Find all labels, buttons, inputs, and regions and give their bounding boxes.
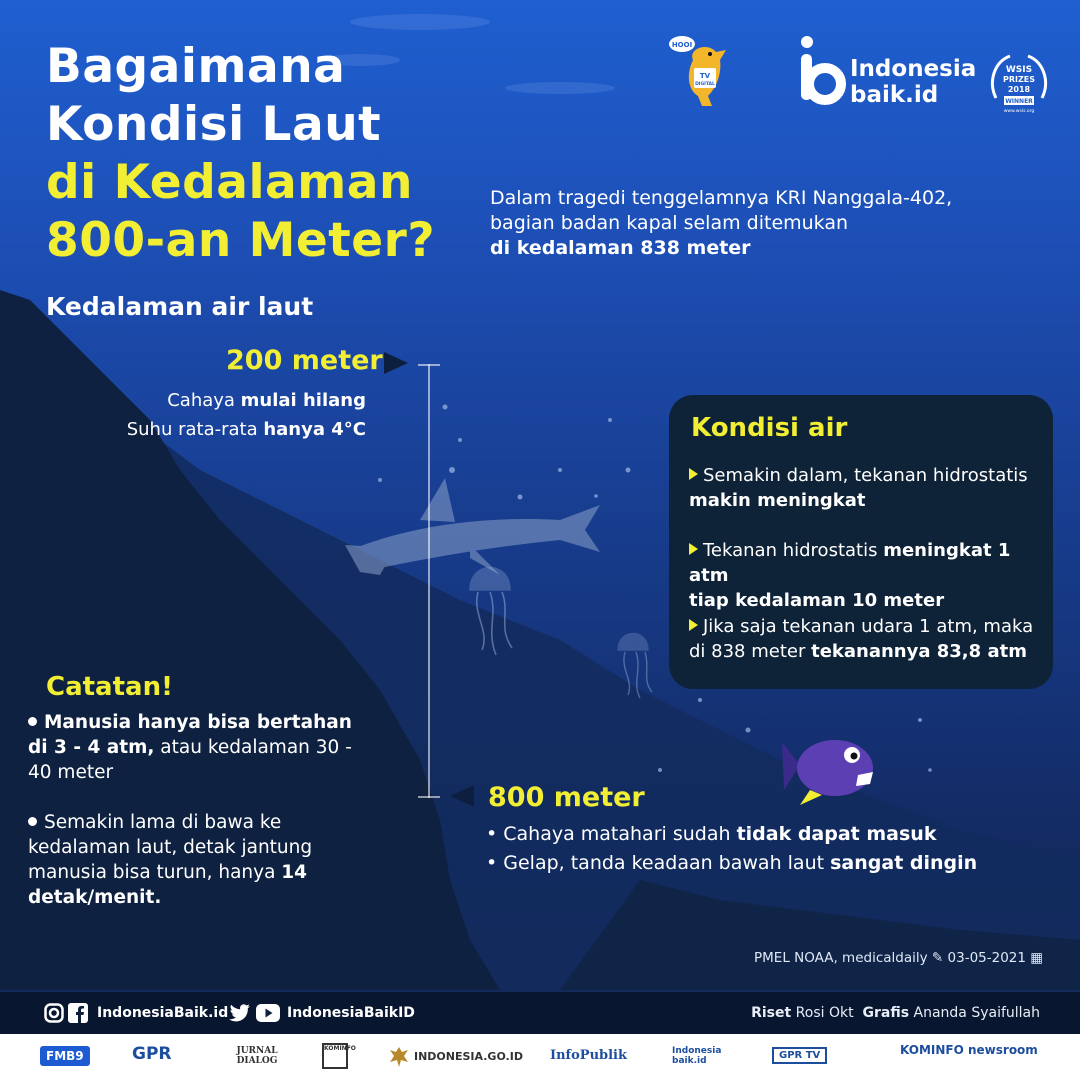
shark — [345, 478, 600, 575]
title-line-2: Kondisi Laut — [46, 97, 382, 152]
depth-200-desc — [127, 386, 366, 444]
source-date: 03-05-2021 — [947, 950, 1026, 966]
kondisi-item-3: Jika saja tekanan udara 1 atm, maka di 838 meter tekanannya 83,8 atm — [689, 616, 1034, 662]
depth-800-list — [486, 820, 977, 878]
source-refs: PMEL NOAA, medicaldaily — [754, 950, 928, 966]
intro-line-2: bagian badan kapal selam ditemukan — [490, 212, 849, 234]
logo-indonesia-go-id: INDONESIA.GO.ID — [414, 1050, 523, 1063]
intro-text — [490, 186, 960, 261]
youtube-icon[interactable] — [256, 1004, 280, 1022]
award-year: 2018 — [1007, 85, 1031, 94]
brand-name — [850, 56, 976, 108]
logo-indonesiabaik-small: Indonesia baik.id — [672, 1046, 722, 1066]
instagram-icon[interactable] — [44, 1003, 64, 1023]
award-winner: WINNER — [1005, 98, 1033, 105]
award-site: www.wsis.org — [1003, 109, 1035, 114]
intro-line-3: di kedalaman 838 meter — [490, 237, 751, 259]
wsis-award-badge-icon — [988, 52, 1050, 114]
logo-kominfo: KOMINFO — [322, 1043, 348, 1069]
depth-800-item-1: • Cahaya matahari sudah tidak dapat masuk — [486, 823, 937, 845]
depth-tick-bottom — [418, 796, 440, 798]
kondisi-item-2: Tekanan hidrostatis meningkat 1 atm tiap kedalaman 10 meter — [689, 540, 1011, 611]
depth-200-label: 200 meter — [226, 345, 383, 376]
depth-tick-top — [418, 364, 440, 366]
award-line-2: PRIZES — [1002, 75, 1036, 84]
brand-line-2: baik.id — [850, 82, 939, 108]
title-line-3: di Kedalaman — [46, 155, 413, 210]
garuda-emblem-icon — [388, 1046, 410, 1068]
twitter-icon[interactable] — [228, 1004, 250, 1022]
depth-scale-line — [428, 364, 430, 798]
title-line-1: Bagaimana — [46, 39, 346, 94]
research-icon: ✎ — [931, 950, 944, 966]
social-handle-2[interactable]: IndonesiaBaikID — [287, 1005, 415, 1021]
brand-line-1: Indonesia — [850, 56, 977, 82]
kondisi-air-box — [669, 395, 1053, 689]
depth-200-line-1: Cahaya mulai hilang — [167, 390, 366, 411]
logo-gpr: GPR — [132, 1044, 172, 1064]
pointer-800-icon — [450, 785, 474, 807]
bullet-dot-icon — [28, 717, 37, 726]
logo-gpr-tv: GPR TV — [772, 1047, 827, 1064]
catatan-item-2: Semakin lama di bawa ke kedalaman laut, detak jantung manusia bisa turun, hanya 14 detak/menit. — [28, 812, 313, 908]
facebook-icon[interactable] — [68, 1003, 88, 1023]
kondisi-heading: Kondisi air — [691, 413, 848, 443]
mascot-bubble-text: HOOI — [671, 41, 693, 49]
intro-line-1: Dalam tragedi tenggelamnya KRI Nanggala-402, — [490, 187, 953, 209]
bullet-arrow-icon — [689, 543, 698, 555]
depth-800-label: 800 meter — [488, 782, 645, 813]
logo-jurnal-dialog: JURNAL DIALOG — [236, 1046, 278, 1066]
catatan-heading: Catatan! — [46, 672, 173, 702]
indonesiabaik-logo-icon — [798, 34, 846, 106]
depth-subtitle: Kedalaman air laut — [46, 292, 314, 321]
social-handle-1[interactable]: IndonesiaBaik.id — [97, 1005, 229, 1021]
mascot-tag-text-2: DIGITAL — [695, 82, 715, 87]
catatan-item-1: Manusia hanya bisa bertahan di 3 - 4 atm, atau kedalaman 30 - 40 meter — [28, 712, 352, 783]
mascot-icon — [668, 30, 738, 110]
logo-kominfo-newsroom: KOMINFO newsroom — [900, 1043, 1038, 1057]
source-line — [754, 950, 1043, 966]
award-line-1: WSIS — [1005, 65, 1033, 75]
credits: Riset Rosi Okt Grafis Ananda Syaifullah — [751, 1005, 1040, 1021]
pointer-200-icon — [384, 352, 408, 374]
calendar-icon: ▦ — [1030, 950, 1044, 966]
bullet-dot-icon — [28, 817, 37, 826]
logo-fmb9: FMB9 — [40, 1046, 90, 1066]
title-line-4: 800-an Meter? — [46, 213, 436, 268]
kondisi-item-1: Semakin dalam, tekanan hidrostatis makin meningkat — [689, 465, 1028, 511]
main-title — [46, 38, 435, 270]
logo-infopublik: InfoPublik — [550, 1048, 627, 1063]
bullet-arrow-icon — [689, 619, 698, 631]
mascot-tag-text-1: TV — [699, 72, 711, 80]
bullet-arrow-icon — [689, 468, 698, 480]
depth-800-item-2: • Gelap, tanda keadaan bawah laut sangat dingin — [486, 852, 978, 874]
depth-200-line-2: Suhu rata-rata hanya 4°C — [126, 419, 366, 440]
